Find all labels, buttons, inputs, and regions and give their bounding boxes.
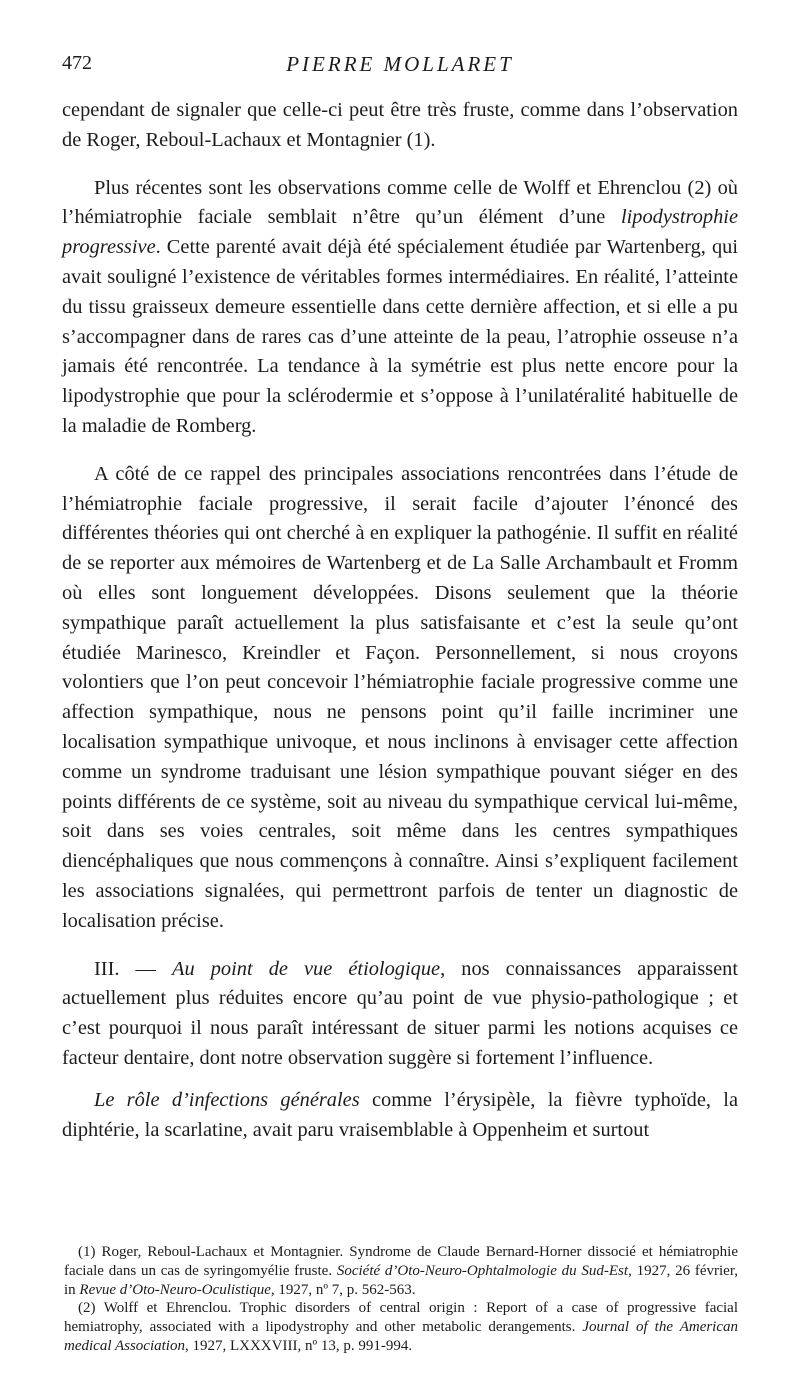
page-number: 472 <box>62 52 92 74</box>
paragraph-5-text: comme l’érysipèle, la fièvre typhoïde, la diphtérie, la scarlatine, avait paru vraisemblable à Oppenheim et surtout <box>62 1088 738 1141</box>
paragraph-2-text-a: Plus récentes sont les observations comme celle de Wolff et Ehrenclou (2) où l’hémiatrophie faciale semblait n’être qu’un élément d’une <box>62 176 738 229</box>
footnote-1-text-c: , 1927, nº 7, p. 562-563. <box>270 1281 416 1298</box>
footnote-2 <box>64 1299 738 1355</box>
paragraph-4-text: , nos connaissances apparaissent actuellement plus réduites encore qu’au point de vue physio-pathologique ; et c’est pourquoi il nous paraît intéressant de situer parmi les notions acquises ce facteur dentaire, dont notre observation suggère si fortement l’influence. <box>62 957 739 1069</box>
paragraph-5 <box>62 1086 738 1146</box>
paragraph-4 <box>62 955 738 1074</box>
paragraph-2-emphasis: lipodystrophie progressive <box>62 206 738 259</box>
paragraph-1: cependant de signaler que celle-ci peut être très fruste, comme dans l’observation de Roger, Reboul-Lachaux et Montagnier (1). <box>62 99 738 151</box>
section-heading: Au point de vue étiologique <box>172 957 441 980</box>
footnote-2-text-a: (2) Wolff et Ehrenclou. Trophic disorders of central origin : Report of a case of progressive facial hemiatrophy, associated with a lipodystrophy and other metabolic derangements. <box>64 1300 738 1336</box>
footnote-1-text-b: , 1927, 26 février, in <box>64 1262 738 1298</box>
paragraph-2-text-b: . Cette parenté avait déjà été spécialement étudiée par Wartenberg, qui avait souligné l’existence de véritables formes intermédiaires. En réalité, l’atteinte du tissu graisseux demeure essentielle dans cette dernière affection, et si elle a pu s’accompagner dans de rares cas d’une atteinte de la peau, l’atrophie osseuse n’a jamais été rencontrée. La tendance à la symétrie est plus nette encore pour la lipodystrophie que pour la sclérodermie et s’oppose à l’unilatéralité habituelle de la maladie de Romberg. <box>62 236 738 437</box>
footnote-1-journal-a: Société d’Oto-Neuro-Ophtalmologie du Sud-Est <box>336 1262 629 1279</box>
footnote-1 <box>64 1243 738 1299</box>
footnote-2-journal: Journal of the American medical Association <box>64 1319 739 1354</box>
running-title: PIERRE MOLLARET <box>286 52 514 76</box>
footnote-1-journal-b: Revue d’Oto-Neuro-Oculistique <box>79 1281 271 1298</box>
paragraph-3: A côté de ce rappel des principales associations rencontrées dans l’étude de l’hémiatrophie faciale progressive, il serait facile d’ajouter l’énoncé des différentes théories qui ont cherché à en expliquer la pathogénie. Il suffit en réalité de se reporter aux mémoires de Wartenberg et de La Salle Archambault et Fromm où elles sont longuement développées. Disons seulement que la théorie sympathique paraît actuellement la plus satisfaisante et c’est la seule qu’ont étudiée Marinesco, Kreindler et Façon. Personnellement, si nous croyons volontiers que l’on peut concevoir l’hémiatrophie faciale progressive comme une affection sympathique, nous ne pensons point qu’il faille incriminer une localisation sympathique univoque, et nous inclinons à envisager cette affection comme un syndrome traduisant une lésion sympathique pouvant siéger en des points différents de ce système, soit au niveau du sympathique cervical lui-même, soit dans ses voies centrales, soit même dans les centres sympathiques diencéphaliques que nous commençons à connaître. Ainsi s’expliquent facilement les associations signalées, qui permettront parfois de tenter un diagnostic de localisation précise. <box>62 462 738 932</box>
body-text <box>62 96 738 1163</box>
page-header <box>56 52 744 82</box>
footnote-2-text-b: , 1927, LXXXVIII, nº 13, p. 991-994. <box>184 1337 413 1354</box>
footnotes <box>64 1243 738 1356</box>
paragraph-5-emphasis: Le rôle d’infections générales <box>94 1088 360 1111</box>
section-number: III. — <box>94 957 172 980</box>
paragraph-2 <box>62 174 738 442</box>
footnote-1-text-a: (1) Roger, Reboul-Lachaux et Montagnier. Syndrome de Claude Bernard-Horner dissocié et hémiatrophie faciale dans un cas de syringomyélie fruste. <box>64 1244 738 1279</box>
